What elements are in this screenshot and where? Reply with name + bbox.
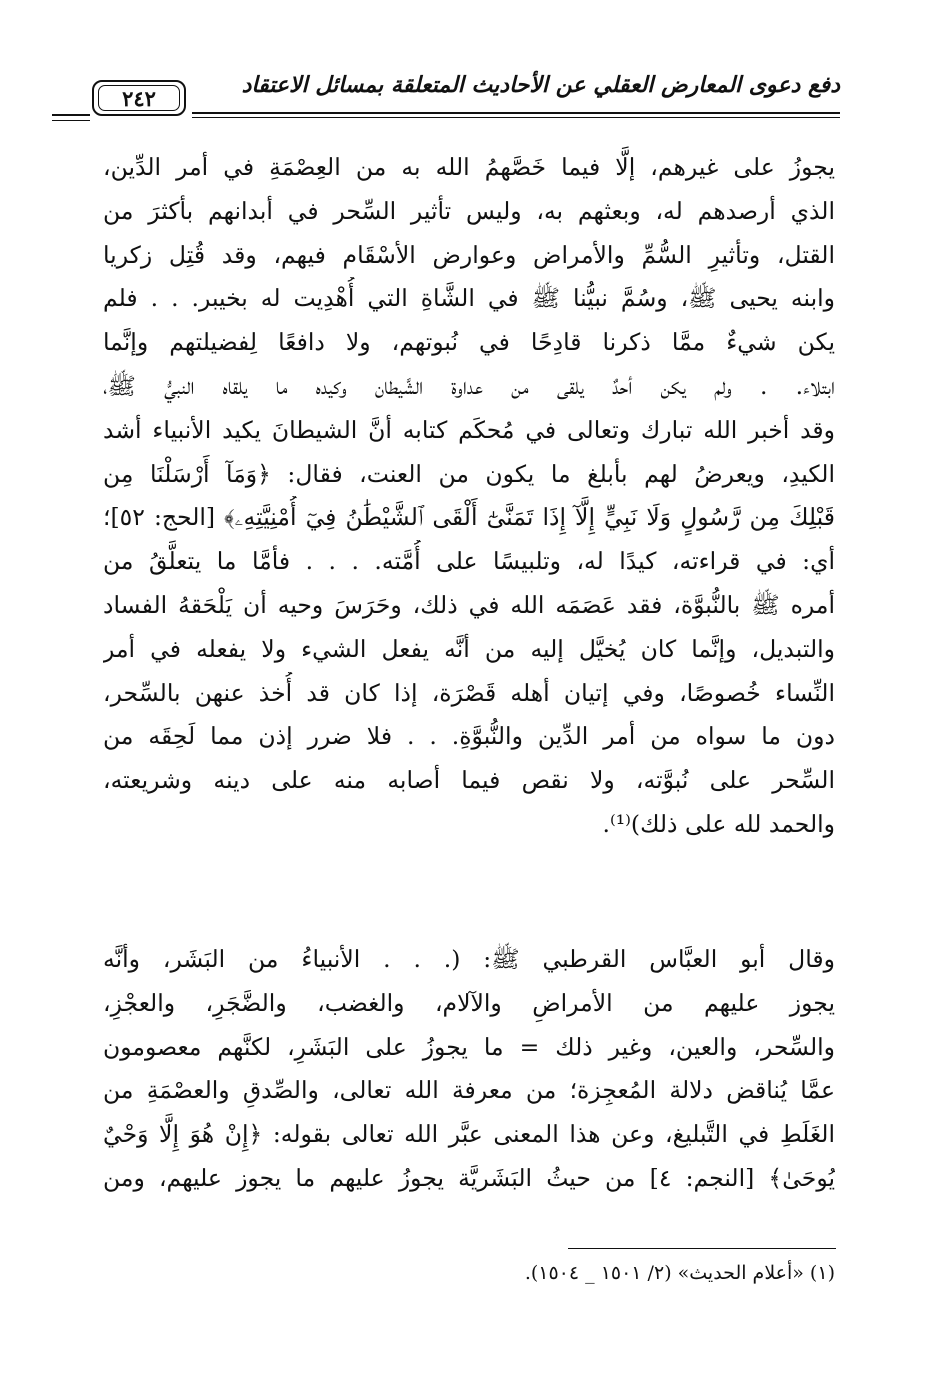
text-line: أي: في قراءته، كيدًا له، وتلبيسًا على أُمَّته. . . . فأمَّا ما يتعلَّقُ من bbox=[103, 547, 835, 576]
text-line: والحمد لله على ذلك)⁽¹⁾. bbox=[602, 809, 835, 838]
text-line: يُوحَىٰ﴾ [النجم: ٤] من حيثُ البَشَريَّة يجوزُ عليهم ما يجوز عليهم، ومن bbox=[103, 1163, 835, 1192]
header-rule-top bbox=[192, 112, 840, 114]
text-line: يكن شيءٌ ممَّا ذكرنا قادِحًا في نُبوتهم، ولا دافعًا لِفضيلتهم وإنَّما bbox=[103, 328, 835, 357]
main-paragraph-2 bbox=[103, 938, 835, 1201]
quran-verse-line: الغَلَطِ في التَّبليغ، وعن هذا المعنى عبَّر الله تعالى بقوله: ﴿إِنْ هُوَ إِلَّا وَحْيٌ bbox=[103, 1120, 835, 1149]
text-line: الذي أرصدهم له، وبعثهم به، وليس تأثير السِّحر في أبدانهم بأكثرَ من bbox=[103, 196, 835, 225]
text-line: وقد أخبر الله تبارك وتعالى في مُحكَم كتابه أنَّ الشيطانَ يكيد الأنبياء أشد bbox=[103, 415, 835, 444]
text-line: يجوز عليهم من الأمراضِ والآلام، والغضب، والضَّجَرِ، والعجْزِ، bbox=[103, 988, 835, 1017]
header-rule-left-top bbox=[52, 114, 90, 116]
text-line: يجوزُ على غيرهم، إلَّا فيما خَصَّهمُ الله به من العِصْمَةِ في أمر الدِّين، bbox=[103, 153, 835, 181]
footnote: (١) «أعلام الحديث» (٢/ ١٥٠١ _ ١٥٠٤). bbox=[524, 1262, 835, 1284]
text-line: أمره ﷺ بالنُّبوَّة، فقد عَصَمَه الله في ذلك، وحَرَسَ وحيه أن يَلْحَقهُ الفساد bbox=[103, 590, 835, 619]
text-line: عمَّا يُناقض دلالة المُعجِزة؛ من معرفة الله تعالى، والصِّدقِ والعصْمَةِ من bbox=[103, 1076, 835, 1105]
text-line: دون ما سواه من أمر الدِّين والنُّبوَّةِ. . . فلا ضرر إذن مما لَحِقَه من bbox=[103, 722, 835, 751]
text-line: وابنه يحيى ﷺ، وسُمَّ نبيُّنا ﷺ في الشَّاةِ التي أُهْدِيت له بخيبر. . . فلم bbox=[103, 284, 835, 313]
text-line: النِّساء خُصوصًا، وفي إتيان أهله قَصْرَة، إذا كان قد أُخذ عنهن بالسِّحر، bbox=[103, 678, 835, 707]
main-paragraph-1 bbox=[103, 146, 835, 847]
text-line: والتبديل، وإنَّما كان يُخيَّل إليه من أنَّه يفعل الشيء ولا يفعله في أمر bbox=[103, 634, 835, 663]
footnote-separator bbox=[568, 1248, 836, 1249]
header-rule-bottom bbox=[192, 117, 840, 118]
header-rule-left-bottom bbox=[52, 120, 90, 121]
text-line: الكيدِ، ويعرضُ لهم بأبلغ ما يكون من العنت، فقال: ﴿وَمَآ أَرْسَلْنَا مِن bbox=[103, 459, 835, 488]
text-line: وقال أبو العبَّاس القرطبي ﷺ: (. . . الأنبياءُ من البَشَر، وأنَّه bbox=[103, 945, 835, 973]
text-line: السِّحر على نُبوَّته، ولا نقص فيما أصابه منه على دينه وشريعته، bbox=[103, 766, 835, 795]
page-number: ٢٤٢ bbox=[98, 85, 180, 111]
text-line: القتل، وتأثيرِ السُّمِّ والأمراض وعوارض الأسْقَام فيهم، وقد قُتِل زكريا bbox=[103, 240, 835, 269]
text-line: ابتلاء. . ولم يكن أحدٌ يلقى من عداوة الشَّيطان وكيده ما يلقاه النبيُّ ﷺ، bbox=[103, 371, 835, 400]
running-title: دفع دعوى المعارض العقلي عن الأحاديث المتعلقة بمسائل الاعتقاد bbox=[241, 72, 840, 98]
page-number-box bbox=[92, 80, 186, 116]
quran-verse-line: قَبْلِكَ مِن رَّسُولٍ وَلَا نَبِيٍّ إِلَّآ إِذَا تَمَنَّىٰٓ أَلْقَى ٱلشَّيْطَٰنُ فِيٓ أُمْنِيَّتِهِۦ﴾ [الحج: ٥٢]؛ bbox=[103, 503, 835, 532]
page-header bbox=[92, 62, 840, 128]
text-line: والسِّحر، والعين، وغير ذلك = ما يجوزُ على البَشَرِ، لكنَّهم معصومون bbox=[103, 1032, 835, 1061]
